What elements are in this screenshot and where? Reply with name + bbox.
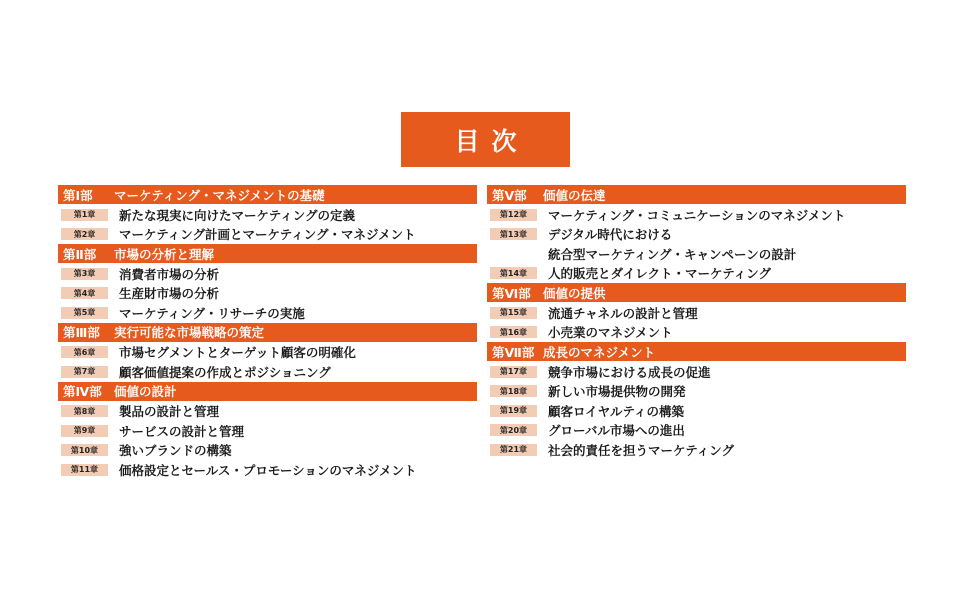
chapter-title: 新しい市場提供物の開発 [548, 384, 686, 400]
part-number: 第Ⅶ部 [492, 344, 535, 360]
chapter-title: サービスの設計と管理 [119, 423, 245, 439]
chapter-badge: 第11章 [61, 464, 108, 476]
part-title: 価値の提供 [543, 285, 606, 301]
part-number: 第Ⅵ部 [492, 285, 531, 301]
chapter-title: 流通チャネルの設計と管理 [548, 305, 698, 321]
chapter-title: 顧客価値提案の作成とポジショニング [119, 364, 331, 380]
chapter-badge: 第6章 [61, 346, 108, 358]
chapter-badge: 第14章 [490, 267, 537, 279]
chapter-row[interactable] [58, 264, 477, 284]
chapter-row[interactable] [58, 362, 477, 382]
chapter-title: 社会的責任を担うマーケティング [548, 442, 735, 458]
part-header[interactable] [58, 244, 477, 263]
part-title: 成長のマネジメント [543, 344, 656, 360]
chapter-title: マーケティング計画とマーケティング・マネジメント [119, 227, 416, 243]
chapter-row[interactable] [58, 421, 477, 441]
chapter-row[interactable] [487, 401, 906, 421]
chapter-row[interactable] [58, 460, 477, 480]
chapter-badge: 第21章 [490, 444, 537, 456]
chapter-badge: 第8章 [61, 405, 108, 417]
chapter-title: グローバル市場への進出 [548, 423, 685, 439]
chapter-title: マーケティング・リサーチの実施 [119, 305, 305, 321]
chapter-title: 市場セグメントとターゲット顧客の明確化 [119, 345, 356, 361]
chapter-badge: 第9章 [61, 425, 108, 437]
chapter-row[interactable] [487, 264, 906, 284]
chapter-row[interactable] [58, 402, 477, 422]
chapter-badge: 第16章 [490, 326, 537, 338]
chapter-badge: 第5章 [61, 307, 108, 319]
part-header[interactable] [487, 342, 906, 361]
part-header[interactable] [487, 283, 906, 302]
chapter-row[interactable] [487, 303, 906, 323]
toc-left-column [58, 185, 477, 480]
chapter-badge: 第18章 [490, 385, 537, 397]
chapter-badge: 第19章 [490, 405, 537, 417]
chapter-title: 価格設定とセールス・プロモーションのマネジメント [119, 462, 417, 478]
part-header[interactable] [58, 185, 477, 204]
chapter-row[interactable] [58, 284, 477, 304]
chapter-badge: 第13章 [490, 228, 537, 240]
chapter-title: 生産財市場の分析 [119, 286, 220, 302]
part-number: 第Ⅲ部 [63, 325, 100, 340]
part-header[interactable] [487, 185, 906, 204]
part-title: マーケティング・マネジメントの基礎 [114, 187, 325, 203]
part-header[interactable] [58, 323, 477, 342]
chapter-row[interactable] [487, 362, 906, 382]
chapter-title: 人的販売とダイレクト・マーケティング [548, 266, 772, 282]
chapter-title: 強いブランドの構築 [119, 443, 232, 459]
chapter-badge: 第7章 [61, 366, 108, 378]
chapter-badge: 第4章 [61, 287, 108, 299]
chapter-row[interactable] [487, 440, 906, 460]
chapter-row[interactable] [487, 205, 906, 225]
chapter-row[interactable] [58, 205, 477, 225]
part-title: 市場の分析と理解 [114, 246, 215, 262]
chapter-title: 消費者市場の分析 [119, 266, 220, 282]
chapter-title: 顧客ロイヤルティの構築 [548, 403, 685, 419]
chapter-title: デジタル時代における [548, 227, 673, 243]
chapter-row[interactable] [487, 225, 906, 245]
chapter-title: 新たな現実に向けたマーケティングの定義 [119, 207, 356, 223]
chapter-title: 競争市場における成長の促進 [548, 364, 711, 380]
chapter-badge: 第3章 [61, 268, 108, 280]
chapter-badge: 第17章 [490, 366, 537, 378]
chapter-row[interactable] [487, 323, 906, 343]
chapter-row[interactable] [58, 225, 477, 245]
toc-right-column [487, 185, 906, 460]
chapter-row[interactable] [58, 441, 477, 461]
part-header[interactable] [58, 382, 477, 401]
toc-title: 目次 [401, 112, 570, 167]
part-title: 実行可能な市場戦略の策定 [114, 325, 265, 340]
part-number: 第Ⅳ部 [63, 384, 102, 399]
chapter-title: マーケティング・コミュニケーションのマネジメント [548, 207, 846, 223]
part-title: 価値の伝達 [543, 187, 606, 203]
part-number: 第Ⅱ部 [63, 246, 97, 262]
part-number: 第Ⅰ部 [63, 187, 93, 203]
chapter-row[interactable] [487, 421, 906, 441]
chapter-row[interactable] [58, 303, 477, 323]
chapter-title: 製品の設計と管理 [119, 404, 220, 420]
chapter-badge: 第1章 [61, 209, 108, 221]
part-number: 第Ⅴ部 [492, 187, 527, 203]
chapter-row[interactable] [58, 343, 477, 363]
chapter-title: 小売業のマネジメント [548, 325, 673, 341]
chapter-badge: 第20章 [490, 424, 537, 436]
chapter-title: 統合型マーケティング・キャンペーンの設計 [548, 246, 797, 262]
chapter-row-continuation [487, 244, 906, 264]
chapter-badge: 第2章 [61, 228, 108, 240]
chapter-badge: 第10章 [61, 444, 108, 456]
chapter-badge: 第15章 [490, 307, 537, 319]
chapter-badge: 第12章 [490, 209, 537, 221]
chapter-row[interactable] [487, 382, 906, 402]
part-title: 価値の設計 [114, 384, 177, 399]
